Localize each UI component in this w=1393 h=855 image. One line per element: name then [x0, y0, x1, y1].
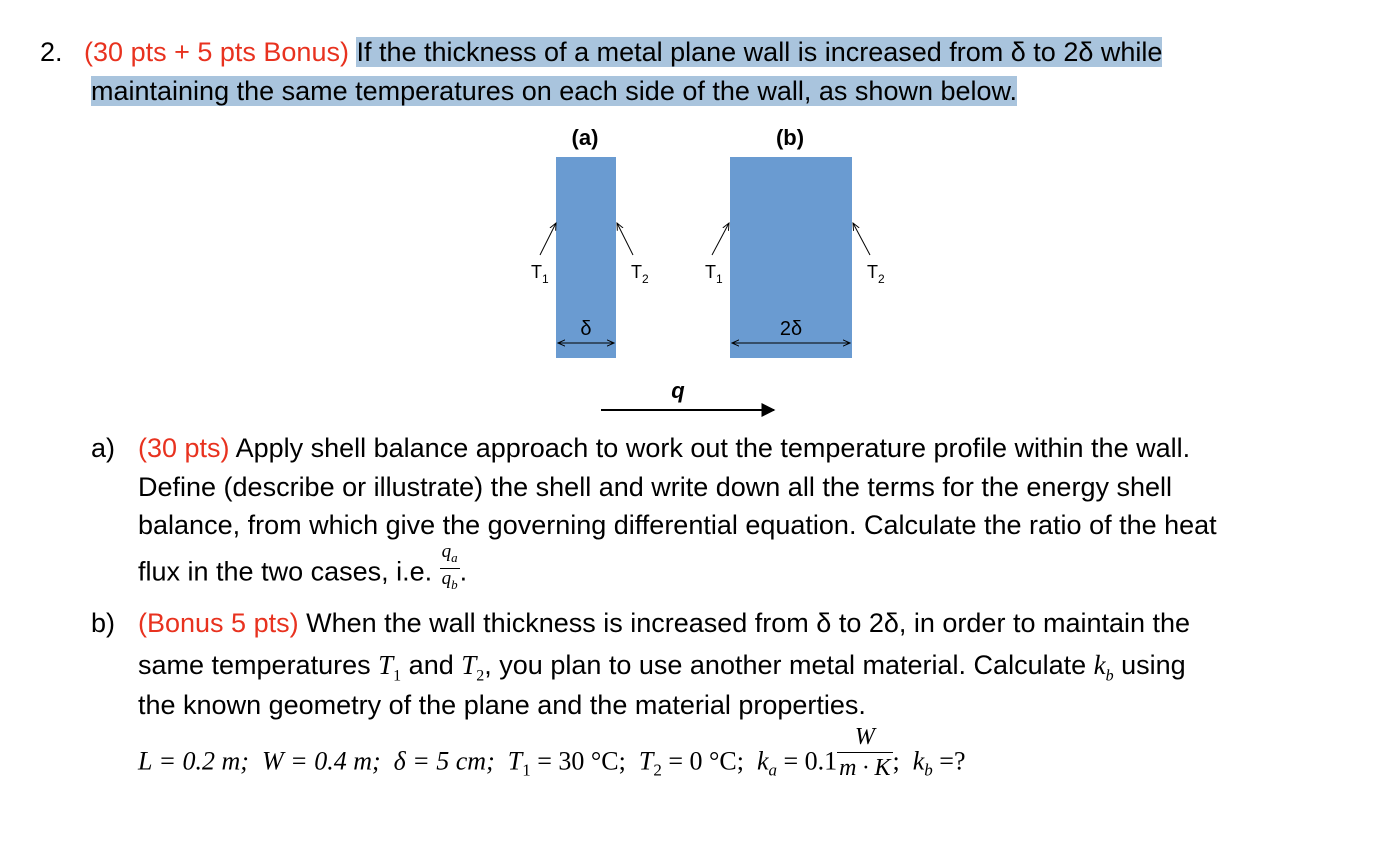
t2-b-pointer: [853, 223, 870, 255]
part-b-line3: the known geometry of the plane and the material properties.: [138, 690, 866, 720]
given-T2: = 0 °C;: [668, 746, 744, 776]
part-b-points: (Bonus 5 pts): [138, 608, 299, 638]
wall-figure: [500, 115, 920, 425]
flux-label: q: [671, 378, 685, 403]
problem-header: [40, 33, 1162, 71]
part-b-marker: b): [91, 608, 116, 638]
given-kb: =?: [939, 746, 966, 776]
label-b: (b): [775, 125, 805, 150]
part-a-line4: flux in the two cases, i.e. $\frac{q_a}{q_b}$ .: [138, 552, 467, 595]
t1-a-label: $T_1$: [531, 262, 549, 286]
part-b-line1: [138, 604, 1190, 642]
part-a-line1: [138, 429, 1190, 467]
part-a-text1: Apply shell balance approach to work out the temperature profile within the wall.: [235, 433, 1191, 463]
given-delta: δ = 5 cm;: [393, 746, 495, 776]
part-b-line2: same temperatures $T_1$ and $T_2$, you plan to use another metal material. Calculate $k_b$ using: [138, 650, 1186, 685]
part-a-points: (30 pts): [138, 433, 230, 463]
part-a-line2: Define (describe or illustrate) the shell and write down all the terms for the energy shell: [138, 472, 1172, 502]
t1-b-label: $T_1$: [705, 262, 723, 286]
thickness-b-label: 2δ: [779, 318, 803, 340]
t2-b-label: $T_2$: [867, 262, 885, 286]
t1-a-pointer: [540, 223, 556, 255]
given-W: W = 0.4 m;: [261, 746, 381, 776]
statement-line-2-wrap: [91, 72, 1017, 110]
flux-ratio: $\frac{q_a}{q_b}$: [441, 541, 458, 592]
t2-a-label: $T_2$: [631, 262, 649, 286]
statement-line-2: maintaining the same temperatures on each side of the wall, as shown below.: [91, 76, 1018, 106]
t1-b-pointer: [712, 223, 729, 255]
thickness-a-label: δ: [580, 318, 592, 340]
part-a-line3: balance, from which give the governing differential equation. Calculate the ratio of the heat: [138, 510, 1217, 540]
given-values: L = 0.2 m; W = 0.4 m; δ = 5 cm; $T_1 = 30$ °C; $T_2 = 0$ °C; $k_a = 0.1$ $\frac{W}{m \cdot K}$ ; $k_b$ =?: [138, 724, 966, 781]
t2-a-pointer: [617, 223, 633, 255]
points-badge: (30 pts + 5 pts Bonus): [84, 37, 349, 67]
label-a: (a): [571, 125, 599, 150]
ka-units: $\frac{W}{m \cdot K}$: [839, 724, 891, 781]
statement-line-1: If the thickness of a metal plane wall is increased from δ to 2δ while: [356, 37, 1163, 67]
part-a-text4: flux in the two cases, i.e.: [138, 556, 433, 587]
part-b-text1: When the wall thickness is increased from δ to 2δ, in order to maintain the: [306, 608, 1191, 638]
part-a-marker: a): [91, 433, 116, 463]
given-L: L = 0.2 m;: [138, 746, 249, 776]
given-ka: = 0.1: [783, 746, 838, 776]
given-T1: = 30 °C;: [537, 746, 626, 776]
problem-number: 2.: [40, 37, 63, 67]
